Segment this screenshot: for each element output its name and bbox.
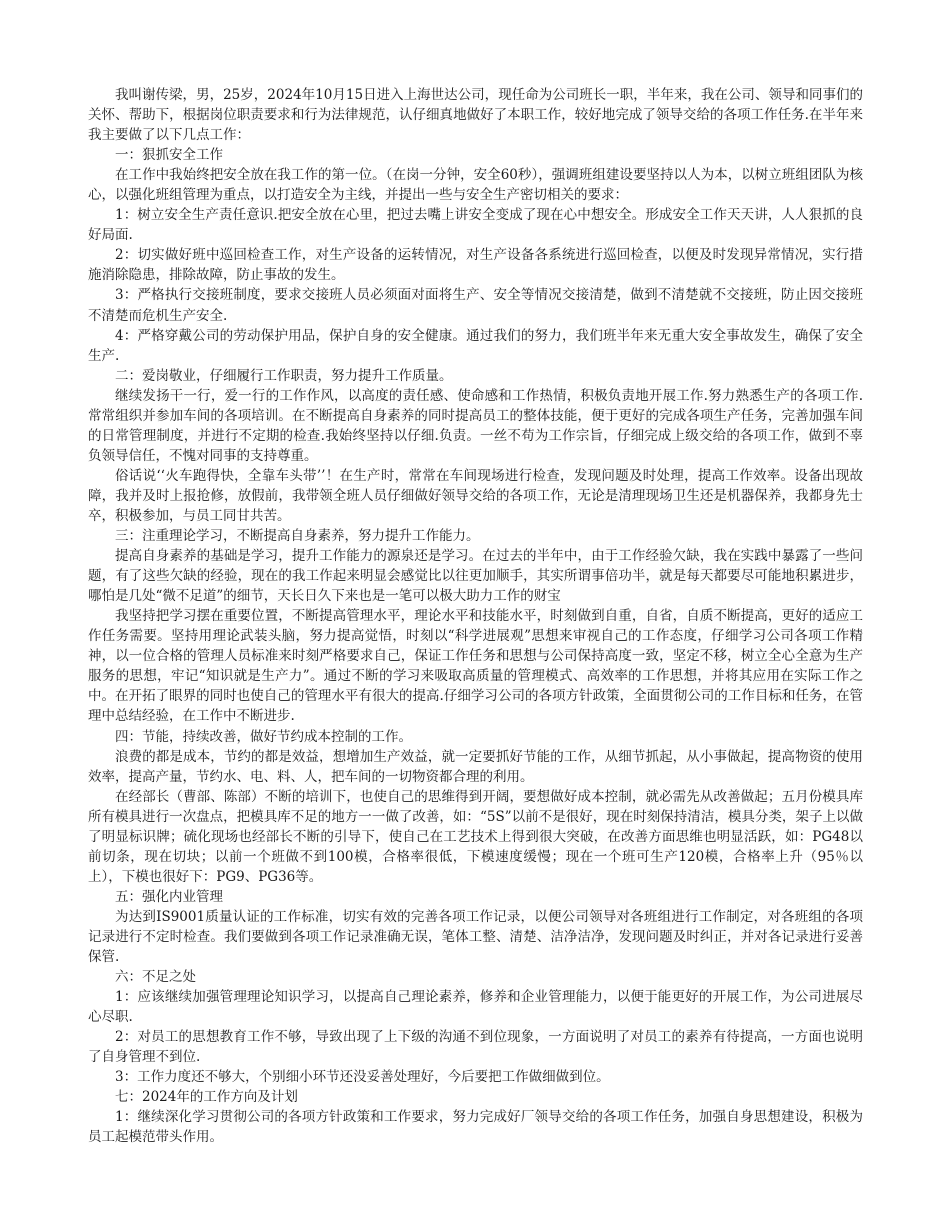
intro-paragraph: 我叫谢传梁，男，25岁，2024年10月15日进入上海世达公司，现任命为公司班长一职，半年来，我在公司、领导和同事们的关怀、帮助下，根据岗位职责要求和行为法律规范，认仔细真地做好了本职工作，较好地完成了领导交给的各项工作任务.在半年来我主要做了以下几点工作： bbox=[88, 87, 863, 144]
list-item: 4：严格穿戴公司的劳动保护用品，保护自身的安全健康。通过我们的努力，我们班半年来无重大安全事故发生，确保了安全生产. bbox=[88, 327, 863, 364]
list-item: 2：切实做好班中巡回检查工作，对生产设备的运转情况，对生产设备各系统进行巡回检查，以便及时发现异常情况，实行措施消除隐患，排除故障，防止事故的发生。 bbox=[88, 247, 863, 284]
body-paragraph: 提高自身素养的基础是学习，提升工作能力的源泉还是学习。在过去的半年中，由于工作经验欠缺，我在实践中暴露了一些问题，有了这些欠缺的经验，现在的我工作起来明显会感觉比以往更加顺手，其实所谓事倍功半，就是每天都要尽可能地积累进步，哪怕是几处“微不足道”的细节，天长日久下来也是一笔可以极大助力工作的财宝 bbox=[88, 548, 863, 605]
section-heading-dedication: 二：爱岗敬业，仔细履行工作职责，努力提升工作质量。 bbox=[115, 367, 453, 384]
list-item: 3：严格执行交接班制度，要求交接班人员必须面对面将生产、安全等情况交接清楚，做到不清楚就不交接班，防止因交接班不清楚而危机生产安全. bbox=[88, 287, 863, 324]
list-item: 1：继续深化学习贯彻公司的各项方针政策和工作要求，努力完成好厂领导交给的各项工作任务，加强自身思想建设，积极为员工起模范带头作用。 bbox=[88, 1109, 863, 1146]
body-paragraph: 在经部长（曹部、陈部）不断的培训下，也使自己的思维得到开阔，要想做好成本控制，就必需先从改善做起；五月份模具库所有模具进行一次盘点，把模具库不足的地方一一做了改善，如：“5S”以前不是很好，现在时刻保持清洁，模具分类，架子上以做了明显标识牌；硫化现场也经部长不断的引导下，使自己在工艺技术上得到很大突破，在改善方面思维也明显活跃，如：PG48以前切条，现在切块；以前一个班做不到100模，合格率很低，下模速度缓慢；现在一个班可生产120模，合格率上升（95％以上），下模也很好下：PG9、PG36等。 bbox=[88, 788, 863, 885]
body-paragraph: 俗话说‘‘火车跑得快，全靠车头带’’！在生产时，常常在车间现场进行检查，发现问题及时处理，提高工作效率。设备出现故障，我并及时上报抢修，放假前，我带领全班人员仔细做好领导交给的各项工作，无论是清理现场卫生还是机器保养，我都身先士卒，积极参加，与员工同甘共苦。 bbox=[88, 467, 863, 524]
body-paragraph: 为达到IS9001质量认证的工作标准，切实有效的完善各项工作记录，以便公司领导对各班组进行工作制定，对各班组的各项记录进行不定时检查。我们要做到各项工作记录准确无误，笔体工整、清楚、洁净洁净，发现问题及时纠正，并对各记录进行妥善保管. bbox=[88, 908, 863, 966]
body-paragraph: 浪费的都是成本，节约的都是效益，想增加生产效益，就一定要抓好节能的工作，从细节抓起，从小事做起，提高物资的使用效率，提高产量，节约水、电、料、人，把车间的一切物资都合理的利用。 bbox=[88, 748, 863, 785]
section-heading-energy: 四：节能，持续改善，做好节约成本控制的工作。 bbox=[115, 728, 412, 745]
document-body bbox=[88, 85, 863, 1147]
list-item: 1：应该继续加强管理理论知识学习，以提高自己理论素养，修养和企业管理能力，以便于能更好的开展工作，为公司进展尽心尽职. bbox=[88, 989, 863, 1026]
section-heading-study: 三：注重理论学习，不断提高自身素养，努力提升工作能力。 bbox=[115, 528, 480, 545]
section-heading-safety: 一：狠抓安全工作 bbox=[115, 147, 223, 164]
section-heading-shortcomings: 六：不足之处 bbox=[115, 969, 196, 986]
section-heading-plan: 七：2024年的工作方向及计划 bbox=[115, 1089, 298, 1106]
body-paragraph: 继续发扬干一行，爱一行的工作作风，以高度的责任感、使命感和工作热情，积极负责地开展工作.努力熟悉生产的各项工作.常常组织并参加车间的各项培训。在不断提高自身素养的同时提高员工的整体技能，便于更好的完成各项生产任务，完善加强车间的日常管理制度，并进行不定期的检查.我始终坚持以仔细.负责。一丝不苟为工作宗旨，仔细完成上级交给的各项工作，做到不辜负领导信任，不愧对同事的支持尊重。 bbox=[88, 387, 863, 464]
list-item: 1：树立安全生产责任意识.把安全放在心里，把过去嘴上讲安全变成了现在心中想安全。形成安全工作天天讲，人人狠抓的良好局面. bbox=[88, 207, 863, 244]
list-item: 2：对员工的思想教育工作不够，导致出现了上下级的沟通不到位现象，一方面说明了对员工的素养有待提高，一方面也说明了自身管理不到位. bbox=[88, 1029, 863, 1066]
body-paragraph: 在工作中我始终把安全放在我工作的第一位。（在岗一分钟，安全60秒），强调班组建设要坚持以人为本，以树立班组团队为核心，以强化班组管理为重点，以打造安全为主线，并提出一些与安全生产密切相关的要求： bbox=[88, 167, 863, 204]
body-paragraph: 我坚持把学习摆在重要位置，不断提高管理水平，理论水平和技能水平，时刻做到自重，自省，自质不断提高，更好的适应工作任务需要。坚持用理论武装头脑，努力提高觉悟，时刻以“科学进展观”思想来审视自己的工作态度，仔细学习公司各项工作精神，以一位合格的管理人员标准来时刻严格要求自己，保证工作任务和思想与公司保持高度一致，坚定不移，树立全心全意为生产服务的思想，牢记“知识就是生产力”。通过不断的学习来吸取高质量的管理模式、高效率的工作思想，并将其应用在实际工作之中。在开拓了眼界的同时也使自己的管理水平有很大的提高.仔细学习公司的各项方针政策，全面贯彻公司的工作目标和任务，在管理中总结经验，在工作中不断进步. bbox=[88, 608, 863, 725]
section-heading-management: 五：强化内业管理 bbox=[115, 888, 223, 905]
list-item: 3：工作力度还不够大，个别细小环节还没妥善处理好，今后要把工作做细做到位。 bbox=[115, 1069, 610, 1086]
